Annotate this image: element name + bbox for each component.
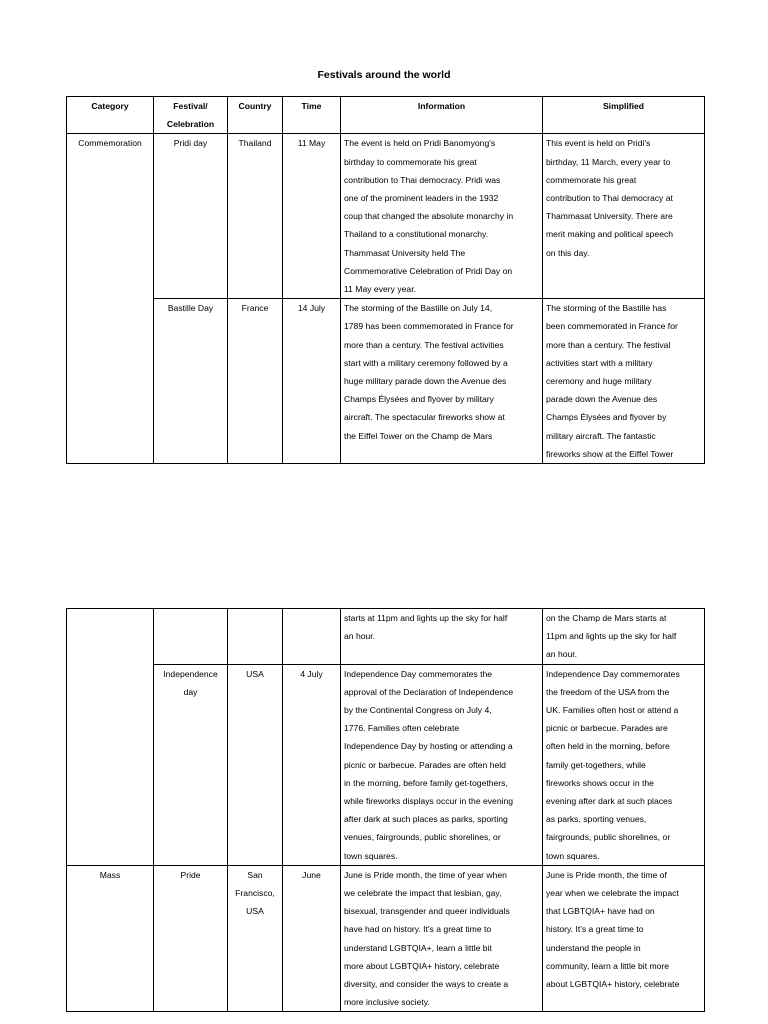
- header-category: Category: [67, 97, 154, 134]
- information-text: The event is held on Pridi Banomyong's birthday to commemorate his great contribution to Thai democracy. Pridi was one of the prominent leaders in the 1932 coup that changed the absolute monarchy in Thailand to a constitutional monarchy. Thammasat University held The Commemorative Celebration of Pridi Day on 11 May every year.: [344, 138, 514, 295]
- table-header-row: [67, 97, 705, 134]
- simplified-text: The storming of the Bastille has been commemorated in France for more than a century. The festival activities start with a military ceremony and huge military parade down the Avenue des Champs Élysées and flyover by military aircraft. The fantastic fireworks show at the Eiffel Tower: [546, 303, 678, 459]
- cell-country: Thailand: [228, 134, 283, 299]
- country-text: San Francisco, USA: [235, 869, 275, 917]
- festival-text: Independence day: [163, 668, 218, 697]
- header-country: Country: [228, 97, 283, 134]
- cell-country: France: [228, 299, 283, 464]
- cell-category: Mass: [67, 865, 154, 1012]
- information-text: The storming of the Bastille on July 14, 1789 has been commemorated in France for more than a century. The festival activities start with a military ceremony followed by a huge military parade down the Avenue des Champs Élysées and flyover by military aircraft. The spectacular fireworks show at the Eiffel Tower on the Champ de Mars: [344, 303, 514, 441]
- table-row: [67, 609, 705, 665]
- cell-time: 11 May: [283, 134, 341, 299]
- cell-time: 14 July: [283, 299, 341, 464]
- document-title: Festivals around the world: [317, 69, 451, 81]
- cell-time: 4 July: [283, 664, 341, 865]
- cell-simplified: [543, 299, 705, 464]
- table-row: [67, 865, 705, 1012]
- cell-festival: Bastille Day: [154, 299, 228, 464]
- cell-festival: Pridi day: [154, 134, 228, 299]
- information-text: Independence Day commemorates the approval of the Declaration of Independence by the Continental Congress on July 4, 1776. Families often celebrate Independence Day by hosting or attending a picnic or barbecue. Parades are often held in the morning, before family get-togethers, while fireworks displays occur in the evening after dark at such places as parks, sporting venues, fairgrounds, public shorelines, or town squares.: [344, 668, 514, 861]
- festivals-table-page-1: [66, 96, 705, 464]
- cell-time: June: [283, 865, 341, 1012]
- cell-festival: Pride: [154, 865, 228, 1012]
- cell-time: [283, 609, 341, 665]
- table-row: [67, 134, 705, 299]
- cell-country: USA: [228, 664, 283, 865]
- information-text: starts at 11pm and lights up the sky for half an hour.: [344, 613, 508, 642]
- cell-category: [67, 609, 154, 866]
- table-row: [67, 664, 705, 865]
- cell-information: [341, 865, 543, 1012]
- cell-simplified: [543, 609, 705, 665]
- header-festival: [154, 97, 228, 134]
- cell-simplified: [543, 865, 705, 1012]
- cell-information: [341, 299, 543, 464]
- simplified-text: This event is held on Pridi's birthday, 11 March, every year to commemorate his great contribution to Thai democracy at Thammasat University. There are merit making and political speech on this day.: [546, 138, 674, 258]
- cell-category: Commemoration: [67, 134, 154, 464]
- cell-festival: [154, 609, 228, 665]
- cell-information: [341, 134, 543, 299]
- festivals-table-page-2: [66, 608, 705, 1012]
- cell-simplified: [543, 134, 705, 299]
- cell-country: [228, 609, 283, 665]
- header-information: Information: [341, 97, 543, 134]
- cell-information: [341, 664, 543, 865]
- cell-information: [341, 609, 543, 665]
- simplified-text: Independence Day commemorates the freedom of the USA from the UK. Families often host or attend a picnic or barbecue. Parades are often held in the morning, before family get-togethers, while fireworks shows occur in the evening after dark at such places as parks, sporting venues, fairgrounds, public shorelines, or town squares.: [546, 668, 680, 861]
- header-time: Time: [283, 97, 341, 134]
- header-simplified: Simplified: [543, 97, 705, 134]
- simplified-text: June is Pride month, the time of year when we celebrate the impact that LGBTQIA+ have had on history. It's a great time to understand the people in community, learn a little bit more about LGBTQIA+ history, celebrate: [546, 869, 680, 990]
- simplified-text: on the Champ de Mars starts at 11pm and lights up the sky for half an hour.: [546, 613, 677, 660]
- table-row: [67, 299, 705, 464]
- cell-country: [228, 865, 283, 1012]
- header-festival-label: Festival/ Celebration: [166, 101, 215, 130]
- cell-simplified: [543, 664, 705, 865]
- cell-festival: [154, 664, 228, 865]
- information-text: June is Pride month, the time of year when we celebrate the impact that lesbian, gay, bisexual, transgender and queer individuals have had on history. It's a great time to understand LGBTQIA+, learn a little bit more about LGBTQIA+ history, celebrate diversity, and consider the ways to create a more inclusive society.: [344, 869, 510, 1008]
